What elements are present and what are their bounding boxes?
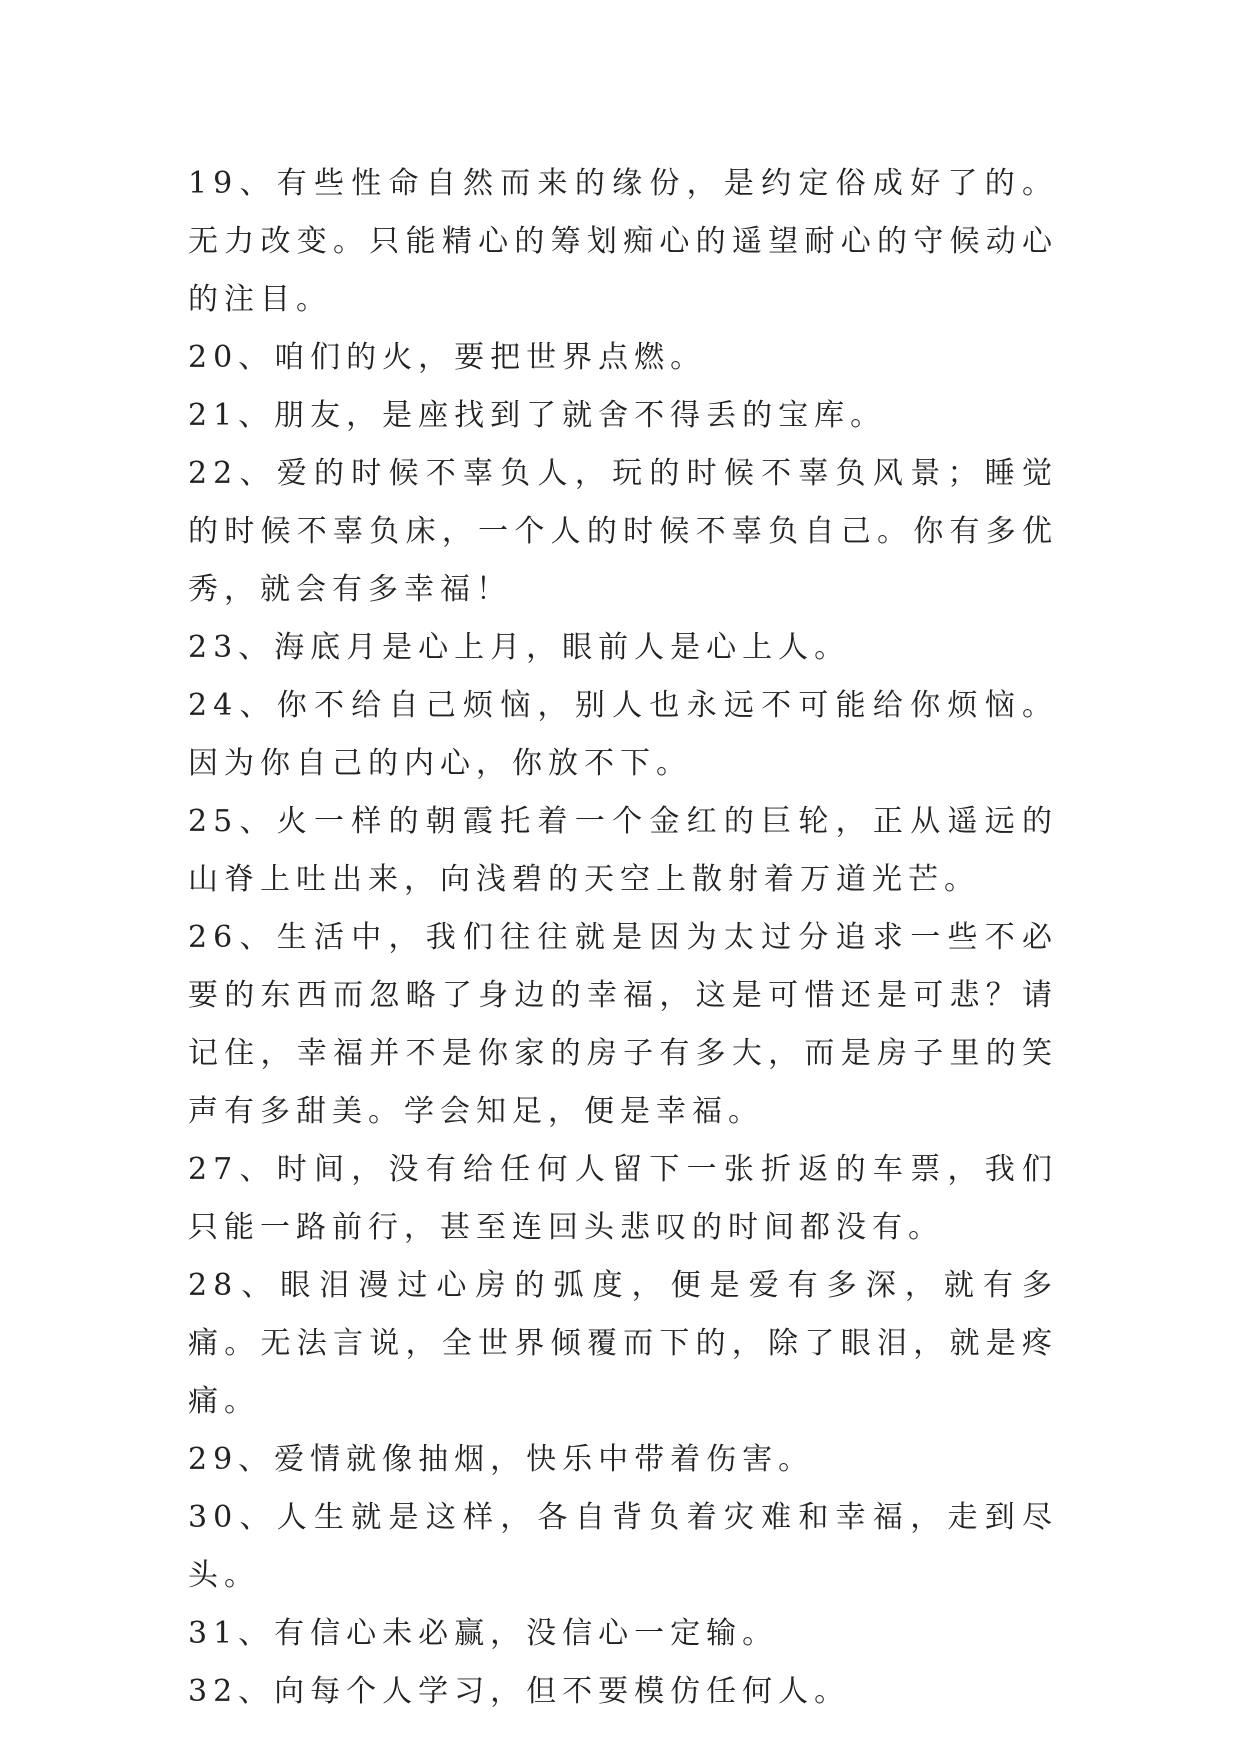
list-item: 31、有信心未必赢，没信心一定输。 bbox=[188, 1616, 779, 1651]
list-item: 25、火一样的朝霞托着一个金红的巨轮，正从遥远的山脊上吐出来，向浅碧的天空上散射着万道光芒。 bbox=[188, 804, 1058, 897]
list-item: 29、爱情就像抽烟，快乐中带着伤害。 bbox=[188, 1442, 815, 1477]
list-item: 30、人生就是这样，各自背负着灾难和幸福，走到尽头。 bbox=[188, 1500, 1058, 1593]
list-item: 22、爱的时候不辜负人，玩的时候不辜负风景；睡觉的时候不辜负床，一个人的时候不辜负自己。你有多优秀，就会有多幸福！ bbox=[188, 456, 1058, 607]
list-item: 20、咱们的火，要把世界点燃。 bbox=[188, 340, 707, 375]
list-item: 28、眼泪漫过心房的弧度，便是爱有多深，就有多痛。无法言说，全世界倾覆而下的，除了眼泪，就是疼痛。 bbox=[188, 1268, 1058, 1419]
list-item: 32、向每个人学习，但不要模仿任何人。 bbox=[188, 1674, 851, 1709]
list-item: 24、你不给自己烦恼，别人也永远不可能给你烦恼。因为你自己的内心，你放不下。 bbox=[188, 688, 1058, 781]
list-item: 26、生活中，我们往往就是因为太过分追求一些不必要的东西而忽略了身边的幸福，这是可惜还是可悲？请记住，幸福并不是你家的房子有多大，而是房子里的笑声有多甜美。学会知足，便是幸福。 bbox=[188, 920, 1058, 1129]
list-item: 19、有些性命自然而来的缘份，是约定俗成好了的。无力改变。只能精心的筹划痴心的遥望耐心的守候动心的注目。 bbox=[188, 166, 1058, 317]
document-body bbox=[188, 155, 1058, 1721]
list-item: 23、海底月是心上月，眼前人是心上人。 bbox=[188, 630, 851, 665]
list-item: 27、时间，没有给任何人留下一张折返的车票，我们只能一路前行，甚至连回头悲叹的时间都没有。 bbox=[188, 1152, 1058, 1245]
list-item: 21、朋友，是座找到了就舍不得丢的宝库。 bbox=[188, 398, 887, 433]
